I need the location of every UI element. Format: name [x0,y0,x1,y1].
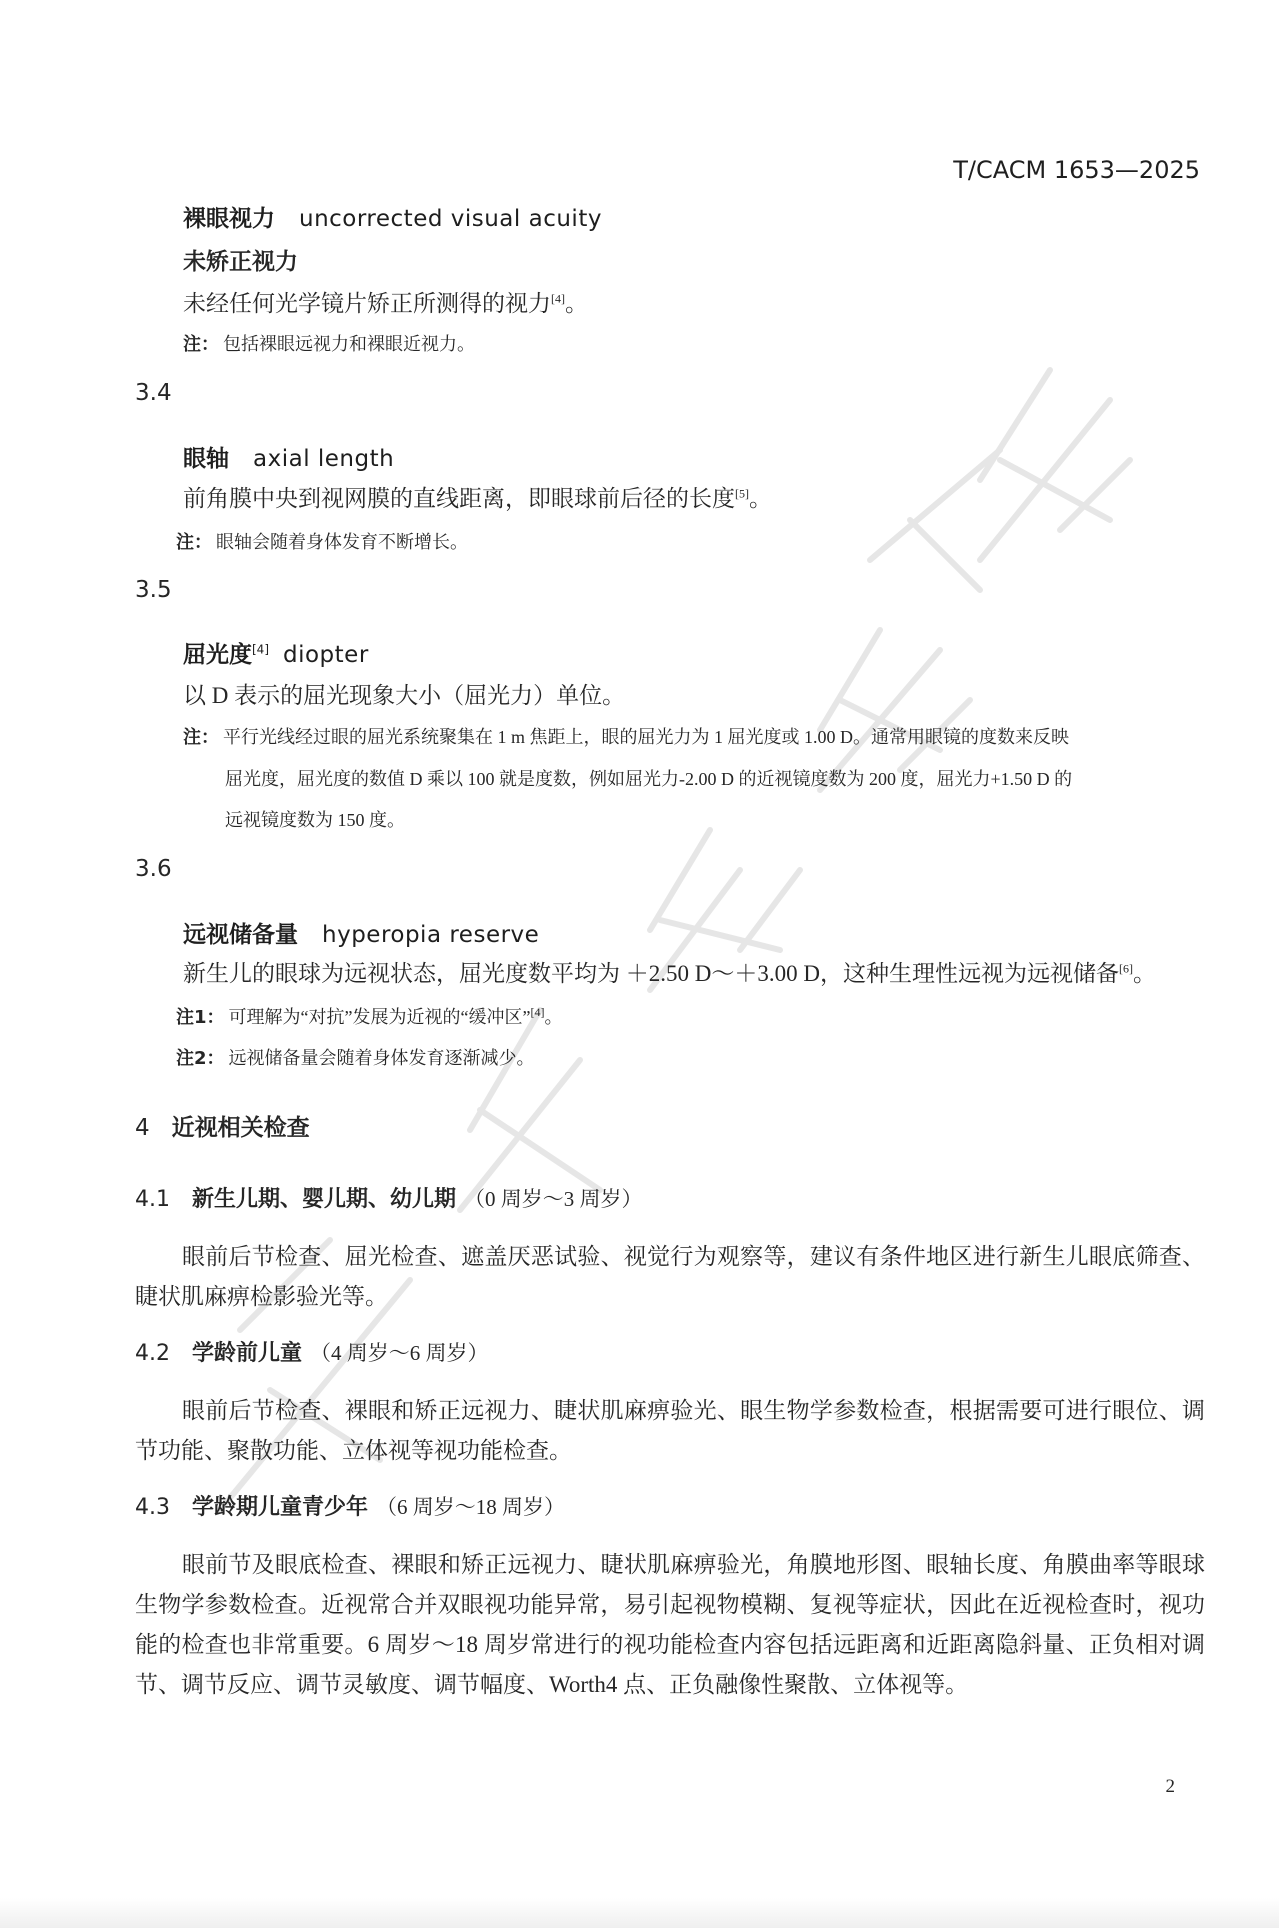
term-definition: 以 D 表示的屈光现象大小（屈光力）单位。 [183,683,626,708]
note-label: 注： [183,334,219,355]
term-note [176,528,468,554]
term-cn: 裸眼视力 [183,206,275,232]
note-label: 注2： [176,1048,225,1069]
note-line: 屈光度，屈光度的数值 D 乘以 100 就是度数，例如屈光力-2.00 D 的近视镜度数为 200 度，屈光力+1.50 D 的 [225,769,1073,789]
age-range: （0 周岁～3 周岁） [464,1187,643,1211]
citation-ref: [5] [735,486,749,501]
term-heading [183,916,539,949]
term-cn: 眼轴 [183,446,229,472]
note-label: 注1： [176,1007,225,1028]
term-en: axial length [253,446,395,472]
subsection-title: 学龄前儿童 [192,1341,303,1366]
term-heading [183,636,369,669]
page-number: 2 [1165,1776,1175,1797]
note-text: 远视储备量会随着身体发育逐渐减少。 [228,1048,535,1068]
standard-code: T/CACM 1653—2025 [953,156,1200,184]
note-end: 。 [544,1007,563,1027]
subsection-title: 新生儿期、婴儿期、幼儿期 [192,1187,457,1212]
subsection-heading [135,1336,489,1367]
page-bottom-shadow [0,1898,1279,1928]
term-note [183,330,475,356]
section-title: 近视相关检查 [171,1115,310,1141]
term-en: uncorrected visual acuity [299,206,602,232]
term-definition [183,480,772,513]
note-line: 平行光线经过眼的屈光系统聚集在 1 m 焦距上，眼的屈光力为 1 屈光度或 1.00 D。通常用眼镜的度数来反映 [223,727,1069,747]
definition-text: 未经任何光学镜片矫正所测得的视力 [183,291,551,316]
term-heading [183,200,602,233]
section-number: 4 [135,1115,150,1141]
term-definition [183,285,588,318]
note-label: 注： [176,532,212,553]
note-text: 可理解为“对抗”发展为近视的“缓冲区” [228,1007,531,1027]
watermark [180,230,1180,1530]
note-text: 眼轴会随着身体发育不断增长。 [216,532,468,552]
subsection-number: 4.2 [135,1341,170,1366]
term-cn: 屈光度 [183,642,252,668]
definition-end: 。 [749,486,772,511]
note-line: 远视镜度数为 150 度。 [225,810,405,830]
subsection-number: 4.1 [135,1187,170,1212]
term-alias: 未矫正视力 [183,249,298,275]
definition-end: 。 [1132,961,1156,986]
definition-text: 新生儿的眼球为远视状态，屈光度数平均为 ＋2.50 D～＋3.00 D，这种生理性远视为远视储备 [183,961,1119,986]
age-range: （4 周岁～6 周岁） [310,1341,489,1365]
term-definition [183,955,1156,988]
term-note [183,723,1069,749]
term-heading [183,440,394,473]
subsection-heading [135,1182,643,1213]
subsection-paragraph: 眼前后节检查、屈光检查、遮盖厌恶试验、视觉行为观察等，建议有条件地区进行新生儿眼底筛查、睫状肌麻痹检影验光等。 [135,1244,1205,1309]
subsection-title: 学龄期儿童青少年 [192,1495,369,1520]
section-heading [135,1109,310,1142]
term-cn: 远视储备量 [183,922,298,948]
note-text: 包括裸眼远视力和裸眼近视力。 [223,334,475,354]
subsection-paragraph: 眼前节及眼底检查、裸眼和矫正远视力、睫状肌麻痹验光，角膜地形图、眼轴长度、角膜曲率等眼球生物学参数检查。近视常合并双眼视功能异常，易引起视物模糊、复视等症状，因此在近视检查时，视功能的检查也非常重要。6 周岁～18 周岁常进行的视功能检查内容包括远距离和近距离隐斜量、正负相对调节、调节反应、调节灵敏度、调节幅度、Worth4 点、正负融像性聚散、立体视等。 [135,1552,1205,1697]
age-range: （6 周岁～18 周岁） [376,1495,566,1519]
term-note [176,1044,535,1070]
citation-ref: [6] [1118,961,1133,976]
term-number: 3.5 [135,577,172,603]
note-label: 注： [183,727,219,748]
subsection-heading [135,1490,565,1521]
citation-ref: [4] [551,291,565,306]
term-number: 3.6 [135,856,172,882]
term-note [176,1003,563,1029]
definition-text: 前角膜中央到视网膜的直线距离，即眼球前后径的长度 [183,486,735,511]
citation-ref: [4] [530,1005,545,1019]
term-en: diopter [283,642,369,668]
definition-end: 。 [565,291,588,316]
subsection-number: 4.3 [135,1495,170,1520]
subsection-paragraph: 眼前后节检查、裸眼和矫正远视力、睫状肌麻痹验光、眼生物学参数检查，根据需要可进行眼位、调节功能、聚散功能、立体视等视功能检查。 [135,1398,1205,1463]
citation-ref: [4] [252,642,269,657]
term-number: 3.4 [135,380,172,406]
term-en: hyperopia reserve [322,922,540,948]
